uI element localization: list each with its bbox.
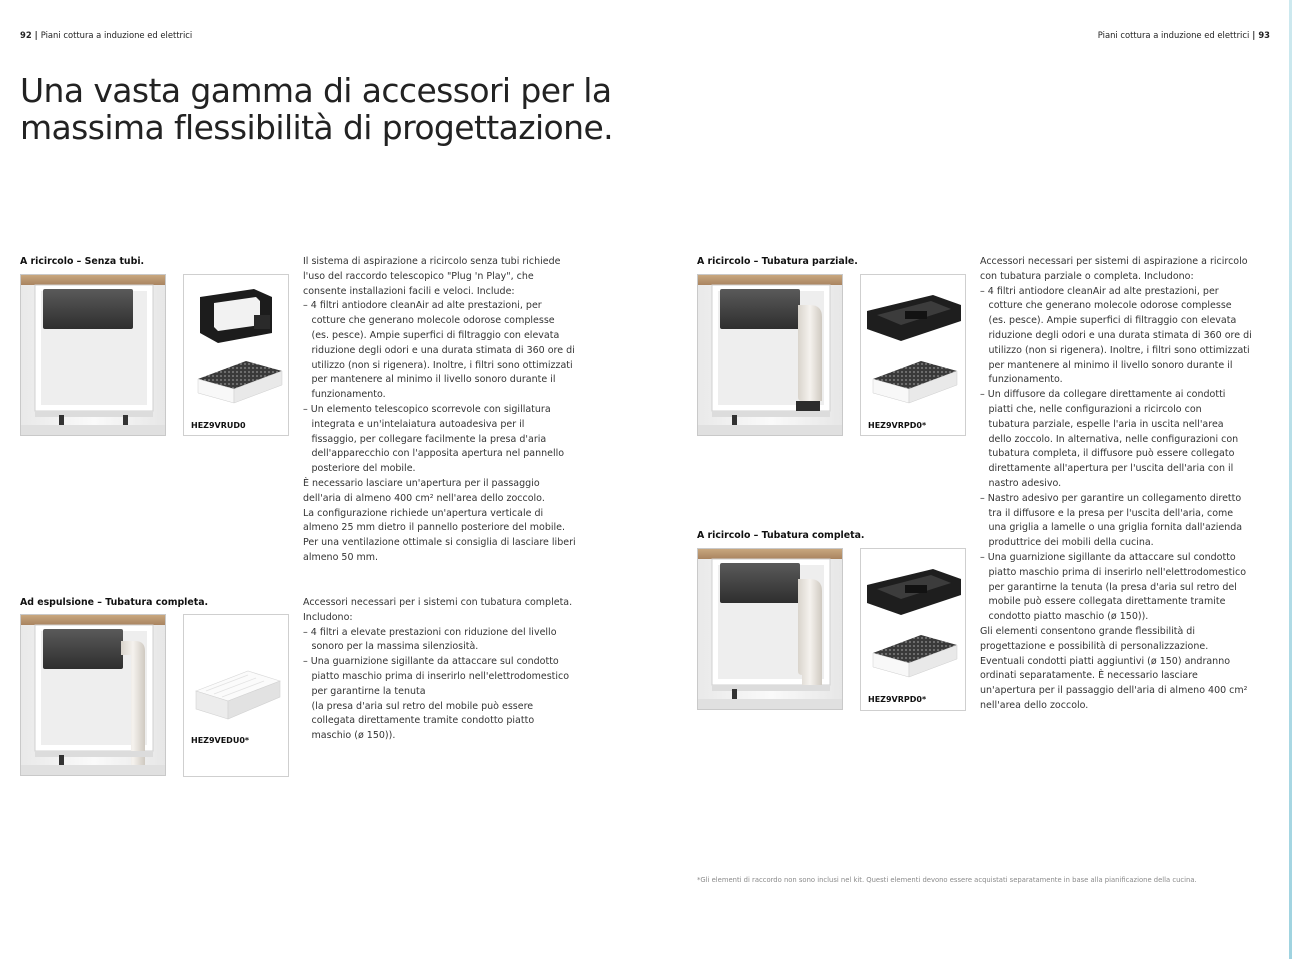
text-line: È necessario lasciare un'apertura per il passaggio	[303, 477, 540, 489]
page-title-line: Una vasta gamma di accessori per la	[20, 71, 612, 110]
header-separator: |	[1252, 30, 1256, 40]
text-line: almeno 50 mm.	[303, 551, 379, 563]
accessory-card	[183, 614, 289, 777]
text-line: (la presa d'aria sul retro del mobile può essere	[311, 700, 534, 712]
text-line: – 4 filtri antiodore cleanAir ad alte prestazioni, per	[980, 285, 1219, 297]
white-filter-image	[184, 615, 288, 733]
text-line: l'uso del raccordo telescopico "Plug 'n Play", che	[303, 270, 534, 282]
text-line: per mantenere al minimo il livello sonoro durante il	[311, 374, 556, 386]
text-line: collegata direttamente tramite condotto piatto	[311, 715, 535, 727]
page-number-left: 92	[20, 30, 32, 40]
text-line: nastro adesivo.	[988, 477, 1062, 489]
text-line: tra il diffusore e la presa per l'uscita dell'aria, come	[988, 507, 1234, 519]
text-line: produttrice dei mobili della cucina.	[988, 537, 1154, 549]
header-title-right: Piani cottura a induzione ed elettrici	[1097, 30, 1250, 40]
accessory-card	[860, 548, 966, 711]
text-line: Gli elementi consentono grande flessibilità di	[980, 625, 1195, 637]
text-line: piatti che, nelle configurazioni a ricircolo con	[988, 403, 1202, 415]
accessory-card	[860, 274, 966, 436]
text-line: posteriore del mobile.	[311, 463, 416, 475]
text-line: Accessori necessari per sistemi di aspirazione a ricircolo	[980, 256, 1248, 267]
text-line: mobile può essere collegata direttamente tramite	[988, 596, 1226, 608]
diffuser-image	[861, 549, 965, 689]
cabinet-photo	[20, 274, 166, 436]
footnote: *Gli elementi di raccordo non sono inclusi nel kit. Questi elementi devono essere acquistati separatamente in base alla pianificazione della cucina.	[697, 876, 1197, 884]
cabinet-photo	[20, 614, 166, 776]
text-line: per garantirne la tenuta (la presa d'aria sul retro del	[988, 581, 1237, 593]
page-number-right: 93	[1258, 30, 1270, 40]
text-line: (es. pesce). Ampie superfici di filtraggio con elevata	[988, 315, 1237, 327]
text-line: integrata e un'intelaiatura autoadesiva per il	[311, 418, 525, 430]
section-heading: Ad espulsione – Tubatura completa.	[20, 597, 209, 608]
text-line: nell'area dello zoccolo.	[980, 699, 1089, 711]
section-text	[980, 255, 1252, 714]
text-line: almeno 25 mm dietro il pannello posteriore del mobile.	[303, 522, 566, 534]
text-line: utilizzo (non si rigenera). Inoltre, i filtri sono ottimizzati	[311, 359, 573, 371]
text-line: fissaggio, per collegare facilmente la presa d'aria	[311, 433, 547, 445]
section-heading: A ricircolo – Tubatura parziale.	[697, 256, 858, 267]
accessory-card	[183, 274, 289, 436]
text-line: funzionamento.	[311, 389, 386, 401]
text-line: progettazione e possibilità di personalizzazione.	[980, 640, 1209, 652]
text-line: cotture che generano molecole odorose complesse	[311, 315, 555, 327]
text-line: con tubatura parziale o completa. Includono:	[980, 270, 1194, 282]
telescopic-adapter-image	[184, 275, 288, 415]
text-line: – Una guarnizione sigillante da attaccare sul condotto	[980, 551, 1236, 563]
page-header-right	[1098, 30, 1270, 40]
header-title-left: Piani cottura a induzione ed elettrici	[40, 30, 193, 40]
section-text	[303, 596, 572, 744]
page-header-left	[20, 30, 192, 40]
text-line: per garantirne la tenuta	[311, 685, 426, 697]
text-line: per mantenere al minimo il livello sonoro durante il	[988, 359, 1233, 371]
text-line: utilizzo (non si rigenera). Inoltre, i filtri sono ottimizzati	[988, 344, 1250, 356]
text-line: dell'aria di almeno 400 cm² nell'area dello zoccolo.	[303, 492, 545, 504]
text-line: tubatura parziale, espelle l'aria in uscita nell'area	[988, 418, 1224, 430]
text-line: funzionamento.	[988, 374, 1063, 386]
text-line: ordinati separatamente. È necessario lasciare	[980, 670, 1198, 682]
product-code: HEZ9VRUD0	[191, 421, 246, 430]
text-line: Eventuali condotti piatti aggiuntivi (ø 150) andranno	[980, 655, 1231, 667]
text-line: tubatura completa, il diffusore può essere collegato	[988, 448, 1235, 460]
text-line: direttamente all'apertura per l'uscita dell'aria con il	[988, 463, 1234, 475]
section-heading: A ricircolo – Tubatura completa.	[697, 530, 865, 541]
text-line: Accessori necessari per i sistemi con tubatura completa.	[303, 597, 573, 608]
text-line: Il sistema di aspirazione a ricircolo senza tubi richiede	[303, 256, 561, 267]
text-line: un'apertura per il passaggio dell'aria di almeno 400 cm²	[980, 685, 1248, 697]
text-line: – 4 filtri antiodore cleanAir ad alte prestazioni, per	[303, 300, 542, 312]
text-line: cotture che generano molecole odorose complesse	[988, 300, 1232, 312]
page-title-line: massima flessibilità di progettazione.	[20, 108, 614, 147]
text-line: maschio (ø 150)).	[311, 730, 396, 742]
text-line: (es. pesce). Ampie superfici di filtraggio con elevata	[311, 329, 560, 341]
section-heading: A ricircolo – Senza tubi.	[20, 256, 145, 267]
text-line: – Una guarnizione sigillante da attaccare sul condotto	[303, 656, 559, 668]
cabinet-photo	[697, 274, 843, 436]
text-line: piatto maschio prima di inserirlo nell'elettrodomestico	[988, 566, 1247, 578]
text-line: dello zoccolo. In alternativa, nelle configurazioni con	[988, 433, 1239, 445]
text-line: Includono:	[303, 611, 353, 623]
text-line: riduzione degli odori e una durata stimata di 360 ore di	[311, 344, 575, 356]
product-code: HEZ9VEDU0*	[191, 736, 250, 745]
text-line: condotto piatto maschio (ø 150)).	[988, 611, 1149, 623]
cabinet-photo	[697, 548, 843, 710]
diffuser-image	[861, 275, 965, 415]
product-code: HEZ9VRPD0*	[868, 421, 927, 430]
text-line: – Un elemento telescopico scorrevole con sigillatura	[303, 403, 551, 415]
text-line: La configurazione richiede un'apertura verticale di	[303, 507, 544, 519]
product-code: HEZ9VRPD0*	[868, 695, 927, 704]
text-line: una griglia a lamelle o una griglia fornita dall'azienda	[988, 522, 1243, 534]
section-text	[303, 255, 576, 566]
text-line: – Nastro adesivo per garantire un collegamento diretto	[980, 492, 1242, 504]
text-line: – 4 filtri a elevate prestazioni con riduzione del livello	[303, 626, 557, 638]
page-title	[20, 72, 660, 146]
text-line: sonoro per la massima silenziosità.	[311, 641, 479, 653]
text-line: consente installazioni facili e veloci. Include:	[303, 285, 515, 297]
text-line: Per una ventilazione ottimale si consiglia di lasciare liberi	[303, 537, 576, 549]
text-line: piatto maschio prima di inserirlo nell'elettrodomestico	[311, 670, 570, 682]
header-separator: |	[34, 30, 38, 40]
text-line: dell'apparecchio con l'apposita apertura nel pannello	[311, 448, 565, 460]
text-line: riduzione degli odori e una durata stimata di 360 ore di	[988, 329, 1252, 341]
text-line: – Un diffusore da collegare direttamente ai condotti	[980, 389, 1226, 401]
